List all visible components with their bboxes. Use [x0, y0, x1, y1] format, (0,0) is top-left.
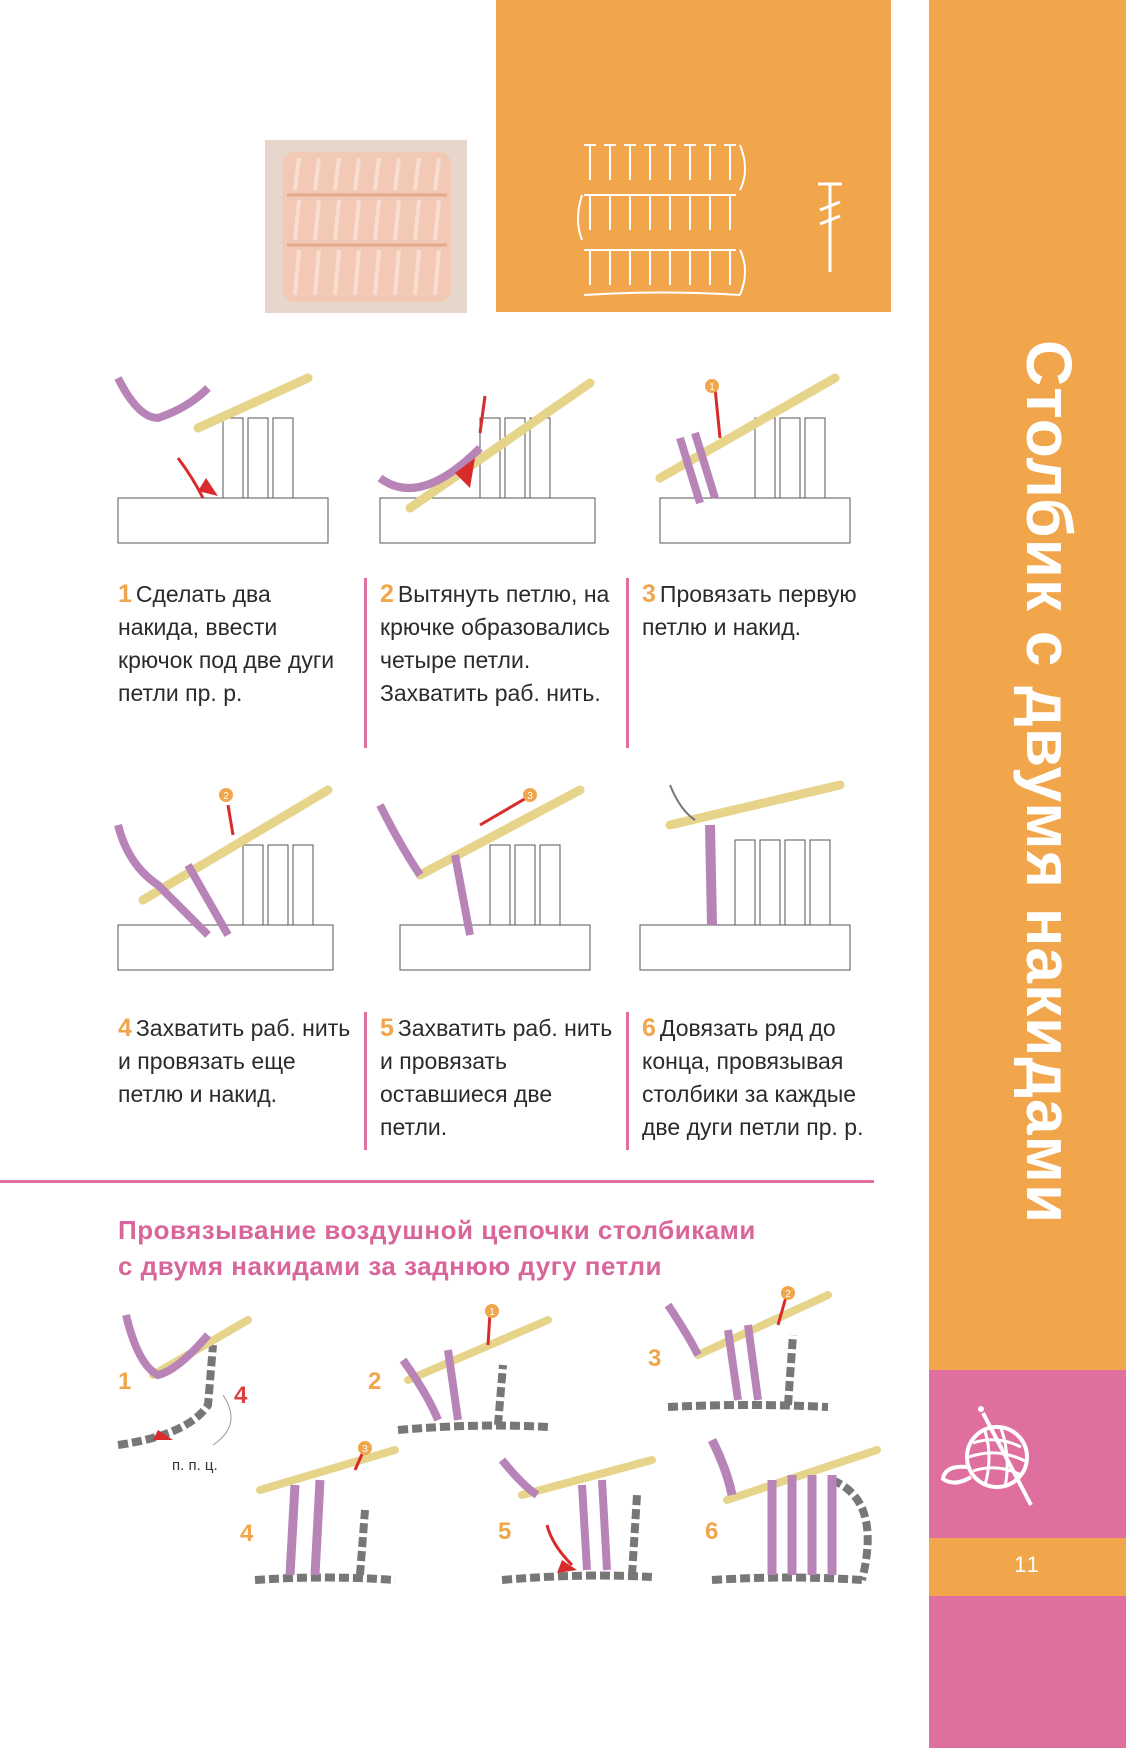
divider [626, 578, 629, 748]
bottom-illustration-4 [255, 1440, 405, 1590]
illustration-step-3 [640, 378, 850, 553]
step-2-text: 2 Вытянуть петлю, на крючке образовались четыре петли. Захватить раб. нить. [380, 580, 610, 706]
svg-text:1: 1 [709, 382, 715, 393]
step-1-text: 1 Сделать два накида, ввести крючок под две дуги петли пр. р. [118, 580, 335, 706]
knitted-swatch-photo [265, 140, 467, 313]
divider [364, 1012, 367, 1150]
step-6-text: 6 Довязать ряд до конца, провязывая столбики за каждые две дуги петли пр. р. [642, 1014, 864, 1140]
yarn-ball-icon [935, 1395, 1055, 1515]
illustration-step-5 [380, 785, 595, 980]
bottom-step-3-number: 3 [648, 1345, 662, 1372]
illustration-step-6 [640, 780, 850, 980]
page-number: 11 [1014, 1552, 1041, 1577]
bottom-illustration-5 [502, 1455, 662, 1590]
svg-text:2: 2 [223, 791, 229, 802]
chapter-title: Столбик с двумя накидами [1012, 340, 1085, 1225]
bottom-step-4-number: 4 [240, 1520, 254, 1547]
bottom-illustration-2 [398, 1305, 558, 1440]
section-separator [0, 1180, 874, 1183]
step-3-text: 3 Провязать первую петлю и накид. [642, 580, 857, 640]
step-5-text: 5 Захватить раб. нить и провязать оставшиеся две петли. [380, 1014, 613, 1140]
chain-label: п. п. ц. [172, 1457, 218, 1474]
back-loop-label: 4 [234, 1382, 248, 1409]
stitch-symbol-chart [580, 140, 760, 305]
sidebar-bottom-panel [929, 1596, 1126, 1748]
step-4-text: 4 Захватить раб. нить и провязать еще петлю и накид. [118, 1014, 351, 1107]
illustration-step-1 [118, 378, 328, 553]
svg-text:1: 1 [489, 1307, 495, 1318]
bottom-step-2-number: 2 [368, 1368, 382, 1395]
svg-text:3: 3 [362, 1444, 368, 1455]
illustration-step-4 [118, 785, 333, 980]
divider [364, 578, 367, 748]
bottom-illustration-3 [668, 1285, 833, 1420]
divider [626, 1012, 629, 1150]
illustration-step-2 [380, 378, 595, 553]
section-title: Провязывание воздушной цепочки столбиками с двумя накидами за заднюю дугу петли [118, 1215, 756, 1281]
bottom-step-1-number: 1 [118, 1368, 132, 1395]
svg-text:3: 3 [527, 791, 533, 802]
double-crochet-symbol [810, 180, 850, 275]
bottom-illustration-6 [712, 1440, 882, 1590]
bottom-step-6-number: 6 [705, 1518, 719, 1545]
bottom-step-5-number: 5 [498, 1518, 512, 1545]
svg-text:2: 2 [785, 1289, 791, 1300]
